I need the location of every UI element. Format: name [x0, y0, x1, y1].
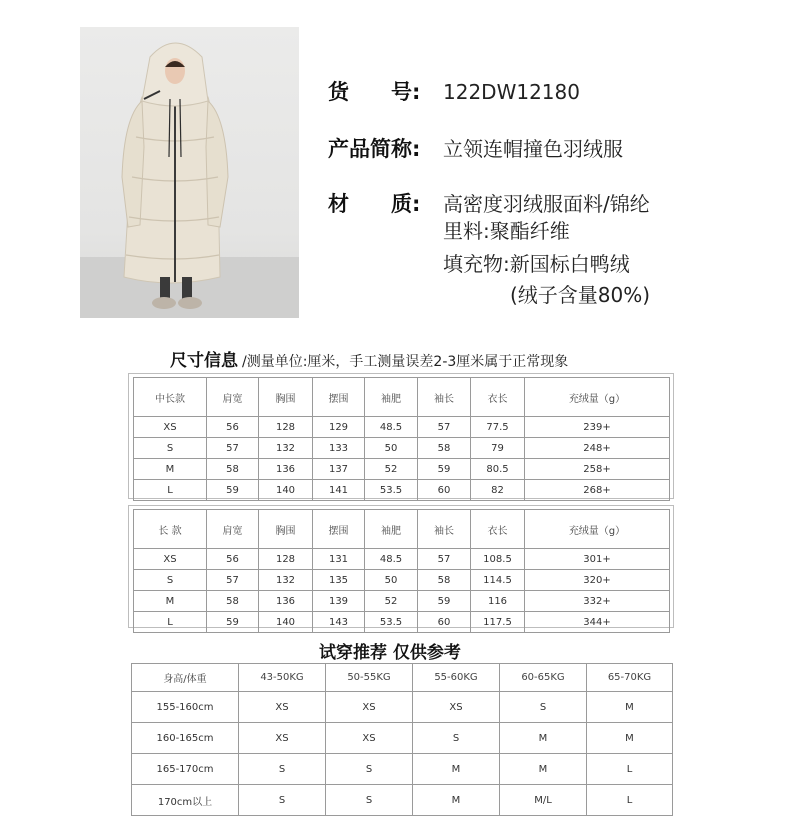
table-cell: 82 — [471, 480, 525, 501]
height-cell: 170cm以上 — [132, 785, 239, 816]
header-cell: 肩宽 — [207, 510, 259, 549]
size-cell: S — [134, 570, 207, 591]
table-cell: 117.5 — [471, 612, 525, 633]
table-cell: 332+ — [525, 591, 670, 612]
name-value: 立领连帽撞色羽绒服 — [443, 137, 623, 161]
header-cell: 长 款 — [134, 510, 207, 549]
size-cell: L — [134, 480, 207, 501]
table-cell: XS — [326, 692, 413, 723]
table-row — [134, 570, 670, 591]
header-cell: 65-70KG — [587, 664, 673, 692]
height-cell: 155-160cm — [132, 692, 239, 723]
table-cell: XS — [239, 723, 326, 754]
table-cell: XS — [326, 723, 413, 754]
table-cell: 301+ — [525, 549, 670, 570]
header-cell: 身高/体重 — [132, 664, 239, 692]
table-cell: 141 — [313, 480, 365, 501]
table-cell: M — [500, 754, 587, 785]
size-cell: S — [134, 438, 207, 459]
table-cell: 128 — [259, 417, 313, 438]
table-cell: 114.5 — [471, 570, 525, 591]
header-cell: 60-65KG — [500, 664, 587, 692]
table-cell: M — [500, 723, 587, 754]
table-cell: 116 — [471, 591, 525, 612]
table-cell: 58 — [207, 459, 259, 480]
table-cell: 57 — [418, 417, 471, 438]
material-line-2: 里料:聚酯纤维 — [443, 219, 570, 243]
table-cell: 143 — [313, 612, 365, 633]
table-cell: S — [500, 692, 587, 723]
table-cell: 140 — [259, 612, 313, 633]
table-cell: 133 — [313, 438, 365, 459]
table-cell: M — [413, 754, 500, 785]
long-length-size-table — [133, 509, 670, 633]
table-cell: L — [587, 785, 673, 816]
table-cell: 248+ — [525, 438, 670, 459]
table-cell: XS — [413, 692, 500, 723]
table-cell: 77.5 — [471, 417, 525, 438]
material-line-1: 高密度羽绒服面料/锦纶 — [443, 192, 650, 216]
medium-length-size-table — [133, 377, 670, 501]
table-cell: 132 — [259, 570, 313, 591]
header-cell: 中长款 — [134, 378, 207, 417]
material-line-4: (绒子含量80%) — [510, 283, 651, 307]
table-cell: 50 — [365, 570, 418, 591]
table-cell: 258+ — [525, 459, 670, 480]
table-cell: 58 — [207, 591, 259, 612]
header-cell: 袖长 — [418, 378, 471, 417]
sku-label: 货 号: — [328, 80, 421, 104]
header-cell: 胸围 — [259, 378, 313, 417]
table-cell: 108.5 — [471, 549, 525, 570]
material-label: 材 质: — [328, 192, 421, 216]
table-cell: 53.5 — [365, 612, 418, 633]
name-row — [328, 133, 623, 163]
table-cell: 58 — [418, 570, 471, 591]
table-cell: M — [587, 723, 673, 754]
table-cell: 48.5 — [365, 549, 418, 570]
table-row — [134, 612, 670, 633]
table-cell: 344+ — [525, 612, 670, 633]
header-cell: 55-60KG — [413, 664, 500, 692]
header-cell: 充绒量（g） — [525, 378, 670, 417]
table-cell: 239+ — [525, 417, 670, 438]
table-cell: 140 — [259, 480, 313, 501]
table-cell: 57 — [207, 438, 259, 459]
table-cell: 52 — [365, 591, 418, 612]
table-row — [132, 723, 673, 754]
table-cell: 50 — [365, 438, 418, 459]
table-cell: 139 — [313, 591, 365, 612]
table-cell: 53.5 — [365, 480, 418, 501]
table-cell: 131 — [313, 549, 365, 570]
table-cell: M — [587, 692, 673, 723]
table-cell: 135 — [313, 570, 365, 591]
size-section-title — [170, 346, 568, 371]
table-cell: S — [239, 754, 326, 785]
table-row — [134, 459, 670, 480]
table-row — [134, 480, 670, 501]
table-cell: S — [413, 723, 500, 754]
table-header-row — [132, 664, 673, 692]
size-cell: L — [134, 612, 207, 633]
name-label: 产品简称: — [328, 137, 421, 161]
table-row — [132, 785, 673, 816]
table-cell: 59 — [207, 612, 259, 633]
table-cell: 128 — [259, 549, 313, 570]
header-cell: 衣长 — [471, 510, 525, 549]
table-cell: 137 — [313, 459, 365, 480]
table-row — [134, 591, 670, 612]
table-cell: 59 — [418, 459, 471, 480]
table-cell: 56 — [207, 417, 259, 438]
size-cell: M — [134, 591, 207, 612]
table-row — [132, 754, 673, 785]
table-cell: M — [413, 785, 500, 816]
height-cell: 160-165cm — [132, 723, 239, 754]
table-cell: 136 — [259, 591, 313, 612]
header-cell: 43-50KG — [239, 664, 326, 692]
table-cell: 60 — [418, 612, 471, 633]
size-cell: XS — [134, 549, 207, 570]
table-cell: 52 — [365, 459, 418, 480]
size-cell: XS — [134, 417, 207, 438]
table-cell: 48.5 — [365, 417, 418, 438]
table-cell: 132 — [259, 438, 313, 459]
size-title-text: 尺寸信息 — [170, 351, 238, 371]
table-cell: S — [239, 785, 326, 816]
table-cell: 59 — [207, 480, 259, 501]
header-cell: 摆围 — [313, 510, 365, 549]
table-cell: 80.5 — [471, 459, 525, 480]
header-cell: 胸围 — [259, 510, 313, 549]
size-note: /测量单位:厘米，手工测量误差2-3厘米属于正常现象 — [242, 354, 569, 370]
table-row — [134, 549, 670, 570]
table-header-row — [134, 378, 670, 417]
table-cell: 56 — [207, 549, 259, 570]
table-cell: L — [587, 754, 673, 785]
fit-section-title: 试穿推荐 仅供参考 — [319, 643, 461, 663]
header-cell: 摆围 — [313, 378, 365, 417]
table-cell: 129 — [313, 417, 365, 438]
header-cell: 袖长 — [418, 510, 471, 549]
material-line-3: 填充物:新国标白鸭绒 — [443, 252, 630, 276]
header-cell: 肩宽 — [207, 378, 259, 417]
table-cell: 57 — [207, 570, 259, 591]
table-row — [132, 692, 673, 723]
table-cell: M/L — [500, 785, 587, 816]
material-row — [328, 188, 650, 218]
table-cell: 79 — [471, 438, 525, 459]
sku-value: 122DW12180 — [443, 80, 580, 104]
table-cell: S — [326, 754, 413, 785]
table-row — [134, 438, 670, 459]
table-header-row — [134, 510, 670, 549]
header-cell: 充绒量（g） — [525, 510, 670, 549]
table-cell: 268+ — [525, 480, 670, 501]
header-cell: 袖肥 — [365, 510, 418, 549]
table-cell: 136 — [259, 459, 313, 480]
fit-recommendation-table — [131, 663, 673, 816]
table-cell: 320+ — [525, 570, 670, 591]
product-photo — [80, 27, 299, 318]
table-cell: 59 — [418, 591, 471, 612]
table-cell: S — [326, 785, 413, 816]
table-row — [134, 417, 670, 438]
table-cell: 57 — [418, 549, 471, 570]
table-cell: XS — [239, 692, 326, 723]
table-cell: 58 — [418, 438, 471, 459]
header-cell: 50-55KG — [326, 664, 413, 692]
table-cell: 60 — [418, 480, 471, 501]
header-cell: 袖肥 — [365, 378, 418, 417]
size-cell: M — [134, 459, 207, 480]
down-coat-model-illustration — [80, 27, 299, 318]
sku-row — [328, 76, 580, 106]
height-cell: 165-170cm — [132, 754, 239, 785]
header-cell: 衣长 — [471, 378, 525, 417]
